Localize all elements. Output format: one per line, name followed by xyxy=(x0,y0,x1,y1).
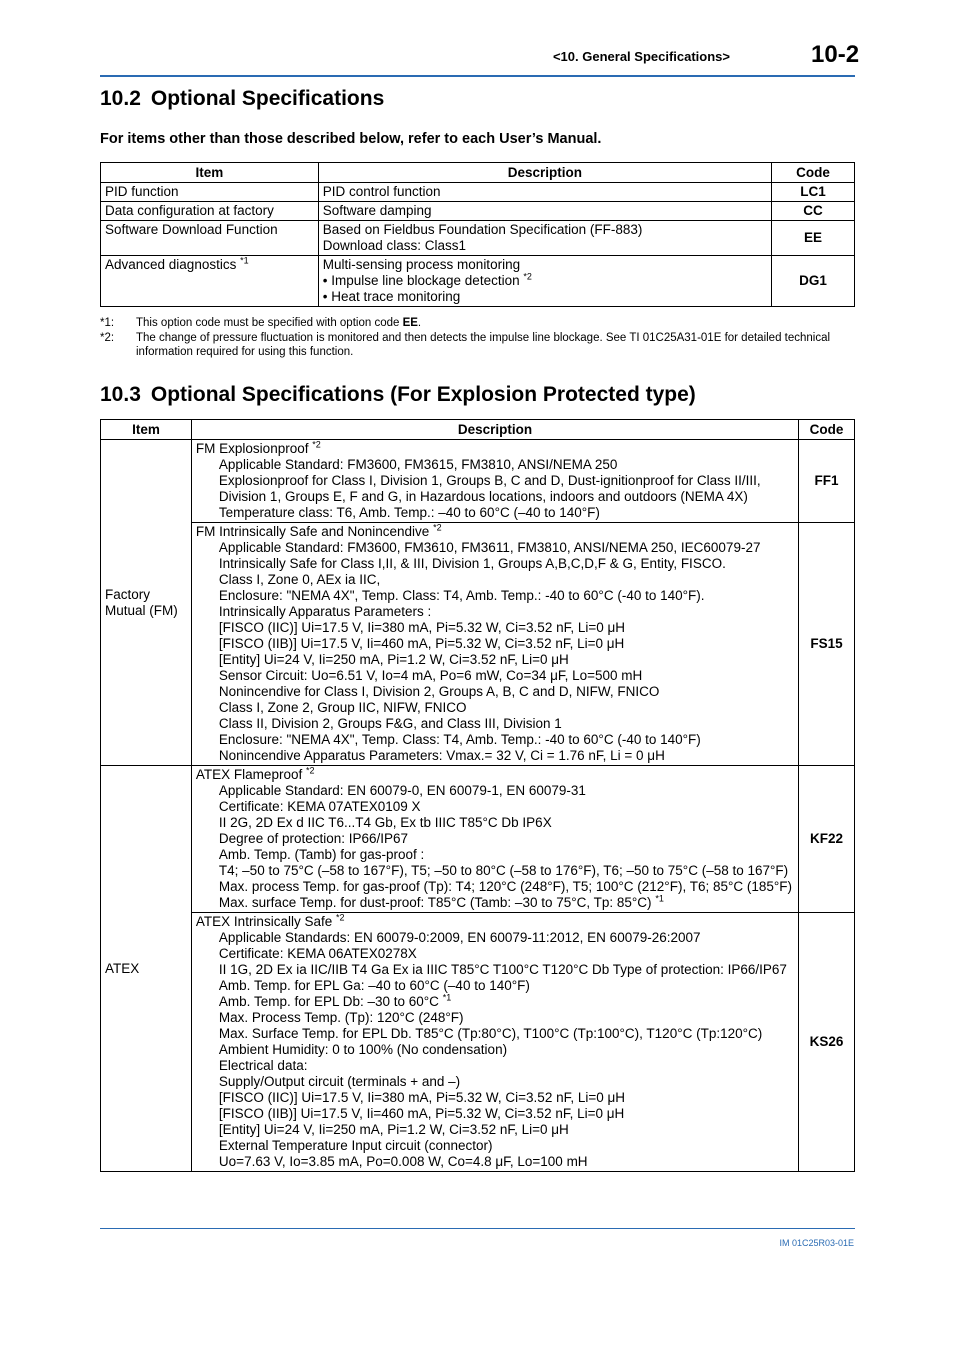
desc-text: Electrical data: xyxy=(218,1058,308,1073)
desc-text: Intrinsically Apparatus Parameters : xyxy=(218,604,432,619)
footnote-ref: *2 xyxy=(336,912,345,923)
desc-line xyxy=(196,1026,794,1042)
row-item: Data configuration at factory xyxy=(101,202,319,221)
item-line: Mutual (FM) xyxy=(105,602,178,618)
desc-text: Applicable Standards: EN 60079-0:2009, EN 60079-11:2012, EN 60079-26:2007 xyxy=(218,930,701,945)
col-header-code: Code xyxy=(799,420,855,440)
desc-ff1 xyxy=(191,440,798,523)
desc-text: Nonincendive for Class I, Division 2, Groups A, B, C and D, NIFW, FNICO xyxy=(218,684,660,699)
desc-line: • Heat trace monitoring xyxy=(322,289,461,304)
section-number: 10.2 xyxy=(100,87,141,110)
row-description: PID control function xyxy=(318,183,771,202)
footnote-ref: *2 xyxy=(523,271,532,282)
footnote-ref: *1 xyxy=(655,893,664,904)
desc-line xyxy=(196,1090,794,1106)
col-header-description: Description xyxy=(318,163,771,183)
desc-line xyxy=(196,748,794,764)
desc-line: Multi-sensing process monitoring xyxy=(322,257,521,272)
desc-text: Explosionproof for Class I, Division 1, Groups B, C and D, Dust-ignitionproof for Class II/III, Division 1, Groups E, F and G, in Hazardous locations, indoors and outdoors (NEMA 4X) xyxy=(218,473,761,504)
desc-text: Applicable Standard: EN 60079-0, EN 60079-1, EN 60079-31 xyxy=(218,783,586,798)
col-header-item: Item xyxy=(101,163,319,183)
desc-line xyxy=(196,783,794,799)
desc-heading-text: ATEX Flameproof xyxy=(195,767,303,782)
footnote-tail: . xyxy=(417,317,422,329)
desc-line xyxy=(196,652,794,668)
desc-text: Uo=7.63 V, Io=3.85 mA, Po=0.008 W, Co=4.8 μF, Lo=100 mH xyxy=(218,1154,588,1169)
table-row xyxy=(101,440,855,523)
desc-heading xyxy=(196,914,794,930)
desc-line xyxy=(196,700,794,716)
desc-line xyxy=(196,1106,794,1122)
desc-fs15 xyxy=(191,523,798,766)
desc-text: T4; –50 to 75°C (–58 to 167°F), T5; –50 to 80°C (–58 to 176°F), T6; –50 to 75°C (–58 to 167°F) xyxy=(218,863,789,878)
footnote-ref: *1 xyxy=(442,992,452,1003)
desc-line xyxy=(323,273,767,289)
footnote-mark: *2: xyxy=(100,331,115,344)
desc-text: Certificate: KEMA 07ATEX0109 X xyxy=(218,799,421,814)
desc-heading xyxy=(196,441,794,457)
document-id: IM 01C25R03-01E xyxy=(779,1238,854,1248)
footnote-bold: EE xyxy=(402,317,418,329)
table-row xyxy=(101,221,855,256)
footnote-text xyxy=(136,316,421,331)
desc-text: Enclosure: "NEMA 4X", Temp. Class: T4, Amb. Temp.: -40 to 60°C (-40 to 140°F). xyxy=(218,588,705,603)
row-description xyxy=(318,221,771,256)
section-intro: For items other than those described below, refer to each User’s Manual. xyxy=(100,131,602,147)
desc-line xyxy=(196,863,794,879)
desc-line xyxy=(196,831,794,847)
desc-line xyxy=(196,572,794,588)
footnote xyxy=(100,316,855,331)
item-line: Factory xyxy=(105,586,151,602)
table-row xyxy=(101,183,855,202)
desc-text: Class II, Division 2, Groups F&G, and Class III, Division 1 xyxy=(218,716,562,731)
desc-ks26 xyxy=(191,913,798,1172)
desc-text: External Temperature Input circuit (connector) xyxy=(218,1138,493,1153)
table-row xyxy=(101,523,855,766)
desc-line xyxy=(196,1010,794,1026)
desc-text: Sensor Circuit: Uo=6.51 V, Io=4 mA, Po=6 mW, Co=34 μF, Lo=500 mH xyxy=(218,668,643,683)
desc-line xyxy=(196,1154,794,1170)
desc-text: [Entity] Ui=24 V, Ii=250 mA, Pi=1.2 W, Ci=3.52 nF, Li=0 μH xyxy=(218,652,569,667)
desc-line xyxy=(196,668,794,684)
row-code: EE xyxy=(772,221,855,256)
table-row xyxy=(101,913,855,1172)
desc-text: • Impulse line blockage detection xyxy=(322,273,520,288)
table-row xyxy=(101,256,855,307)
footnote-ref: *2 xyxy=(312,439,321,450)
desc-line xyxy=(196,556,794,572)
desc-text: II 2G, 2D Ex d IIC T6...T4 Gb, Ex tb IIIC T85°C Db IP6X xyxy=(218,815,552,830)
desc-line xyxy=(196,879,794,895)
desc-text: Max. surface Temp. for dust-proof: T85°C (Tamb: –30 to 75°C, Tp: 85°C) xyxy=(218,895,652,910)
footnote-ref: *2 xyxy=(433,522,442,533)
table-row xyxy=(101,202,855,221)
desc-line xyxy=(196,540,794,556)
section-title-10-3 xyxy=(100,383,696,407)
code-kf22: KF22 xyxy=(799,766,855,913)
desc-text: Amb. Temp. (Tamb) for gas-proof : xyxy=(218,847,425,862)
desc-line xyxy=(196,946,794,962)
footnote-ref: *1 xyxy=(240,255,249,266)
desc-text: Max. Process Temp. (Tp): 120°C (248°F) xyxy=(218,1010,464,1025)
desc-line xyxy=(196,895,794,911)
desc-line xyxy=(196,978,794,994)
desc-text: Class I, Zone 0, AEx ia IIC, xyxy=(218,572,381,587)
desc-line xyxy=(196,604,794,620)
section-title-10-2 xyxy=(100,87,384,111)
desc-line xyxy=(196,684,794,700)
row-description xyxy=(318,256,771,307)
desc-text: II 1G, 2D Ex ia IIC/IIB T4 Ga Ex ia IIIC T85°C T100°C T120°C Db Type of protection: IP66/IP67 xyxy=(218,962,787,977)
footnote-ref: *2 xyxy=(305,765,315,776)
desc-line xyxy=(196,505,794,521)
row-item: Software Download Function xyxy=(101,221,319,256)
desc-text: [FISCO (IIB)] Ui=17.5 V, Ii=460 mA, Pi=5.32 W, Ci=3.52 nF, Li=0 μH xyxy=(218,636,625,651)
desc-text: Class I, Zone 2, Group IIC, NIFW, FNICO xyxy=(218,700,467,715)
desc-line xyxy=(196,588,794,604)
table-row xyxy=(101,766,855,913)
desc-kf22 xyxy=(191,766,798,913)
desc-line xyxy=(196,1074,794,1090)
desc-heading-text: ATEX Intrinsically Safe xyxy=(195,914,333,929)
desc-line xyxy=(196,1122,794,1138)
desc-line xyxy=(196,457,794,473)
footnote-text: The change of pressure fluctuation is monitored and then detects the impulse line blockage. See TI 01C25A31-01E for detailed technical information required for using this function. xyxy=(136,331,831,358)
explosion-protected-table xyxy=(100,419,855,1172)
row-code: LC1 xyxy=(772,183,855,202)
desc-line xyxy=(196,994,794,1010)
item-text: Advanced diagnostics xyxy=(105,257,237,272)
footer-rule xyxy=(100,1228,855,1229)
footnote-body: This option code must be specified with option code xyxy=(136,317,403,329)
page-number: 10-2 xyxy=(811,41,860,68)
desc-line xyxy=(196,1042,794,1058)
desc-text: Ambient Humidity: 0 to 100% (No condensation) xyxy=(218,1042,508,1057)
desc-text: Supply/Output circuit (terminals + and –) xyxy=(218,1074,461,1089)
desc-text: [FISCO (IIB)] Ui=17.5 V, Ii=460 mA, Pi=5.32 W, Ci=3.52 nF, Li=0 μH xyxy=(218,1106,625,1121)
desc-text: [Entity] Ui=24 V, Ii=250 mA, Pi=1.2 W, Ci=3.52 nF, Li=0 μH xyxy=(218,1122,569,1137)
desc-text: Nonincendive Apparatus Parameters: Vmax.= 32 V, Ci = 1.76 nF, Li = 0 μH xyxy=(218,748,665,763)
desc-line xyxy=(196,620,794,636)
desc-line: Based on Fieldbus Foundation Specification (FF-883) xyxy=(322,222,643,237)
desc-line xyxy=(196,732,794,748)
table-header-row xyxy=(101,163,855,183)
col-header-item: Item xyxy=(101,420,192,440)
desc-line xyxy=(196,962,794,978)
desc-text: Applicable Standard: FM3600, FM3610, FM3611, FM3810, ANSI/NEMA 250, IEC60079-27 xyxy=(218,540,761,555)
desc-text: Amb. Temp. for EPL Db: –30 to 60°C xyxy=(218,994,439,1009)
row-description: Software damping xyxy=(318,202,771,221)
running-header-section: <10. General Specifications> xyxy=(552,49,730,64)
desc-text: Temperature class: T6, Amb. Temp.: –40 to 60°C (–40 to 140°F) xyxy=(218,505,600,520)
row-item xyxy=(101,256,319,307)
optional-spec-table xyxy=(100,162,855,307)
header-rule xyxy=(100,75,855,77)
desc-line xyxy=(196,1058,794,1074)
footnotes xyxy=(100,316,855,360)
item-atex: ATEX xyxy=(101,766,192,1172)
desc-line xyxy=(196,847,794,863)
row-code: CC xyxy=(772,202,855,221)
desc-text: [FISCO (IIC)] Ui=17.5 V, Ii=380 mA, Pi=5.32 W, Ci=3.52 nF, Li=0 μH xyxy=(218,620,626,635)
desc-line xyxy=(196,716,794,732)
desc-text: Max. process Temp. for gas-proof (Tp): T4; 120°C (248°F), T5; 100°C (212°F), T6; 85°C (185°F) xyxy=(218,879,793,894)
code-fs15: FS15 xyxy=(799,523,855,766)
desc-line xyxy=(196,1138,794,1154)
section-title-text: Optional Specifications (For Explosion Protected type) xyxy=(150,383,696,406)
desc-heading xyxy=(196,767,794,783)
row-item: PID function xyxy=(101,183,319,202)
desc-heading xyxy=(196,524,794,540)
col-header-code: Code xyxy=(772,163,855,183)
desc-text: Applicable Standard: FM3600, FM3615, FM3810, ANSI/NEMA 250 xyxy=(218,457,618,472)
desc-text: Max. Surface Temp. for EPL Db. T85°C (Tp:80°C), T100°C (Tp:100°C), T120°C (Tp:120°C) xyxy=(218,1026,763,1041)
desc-text: Amb. Temp. for EPL Ga: –40 to 60°C (–40 to 140°F) xyxy=(218,978,530,993)
code-ff1: FF1 xyxy=(799,440,855,523)
desc-line: Download class: Class1 xyxy=(322,238,467,253)
row-code: DG1 xyxy=(772,256,855,307)
desc-line xyxy=(196,930,794,946)
desc-heading-text: FM Intrinsically Safe and Nonincendive xyxy=(195,524,430,539)
desc-line xyxy=(196,636,794,652)
desc-text: [FISCO (IIC)] Ui=17.5 V, Ii=380 mA, Pi=5.32 W, Ci=3.52 nF, Li=0 μH xyxy=(218,1090,626,1105)
section-title-text: Optional Specifications xyxy=(150,87,385,110)
desc-line xyxy=(196,815,794,831)
section-number: 10.3 xyxy=(100,383,141,406)
desc-line xyxy=(196,473,794,505)
desc-text: Certificate: KEMA 06ATEX0278X xyxy=(218,946,417,961)
desc-text: Degree of protection: IP66/IP67 xyxy=(218,831,409,846)
col-header-description: Description xyxy=(191,420,798,440)
table-header-row xyxy=(101,420,855,440)
item-factory-mutual xyxy=(101,440,192,766)
code-ks26: KS26 xyxy=(799,913,855,1172)
footnote-mark: *1: xyxy=(100,317,115,329)
desc-heading-text: FM Explosionproof xyxy=(195,441,309,456)
desc-line xyxy=(196,799,794,815)
footnote xyxy=(100,331,855,360)
desc-text: Intrinsically Safe for Class I,II, & III, Division 1, Groups A,B,C,D,F & G, Entity, FISCO. xyxy=(218,556,726,571)
desc-text: Enclosure: "NEMA 4X", Temp. Class: T4, Amb. Temp.: -40 to 60°C (-40 to 140°F) xyxy=(218,732,701,747)
